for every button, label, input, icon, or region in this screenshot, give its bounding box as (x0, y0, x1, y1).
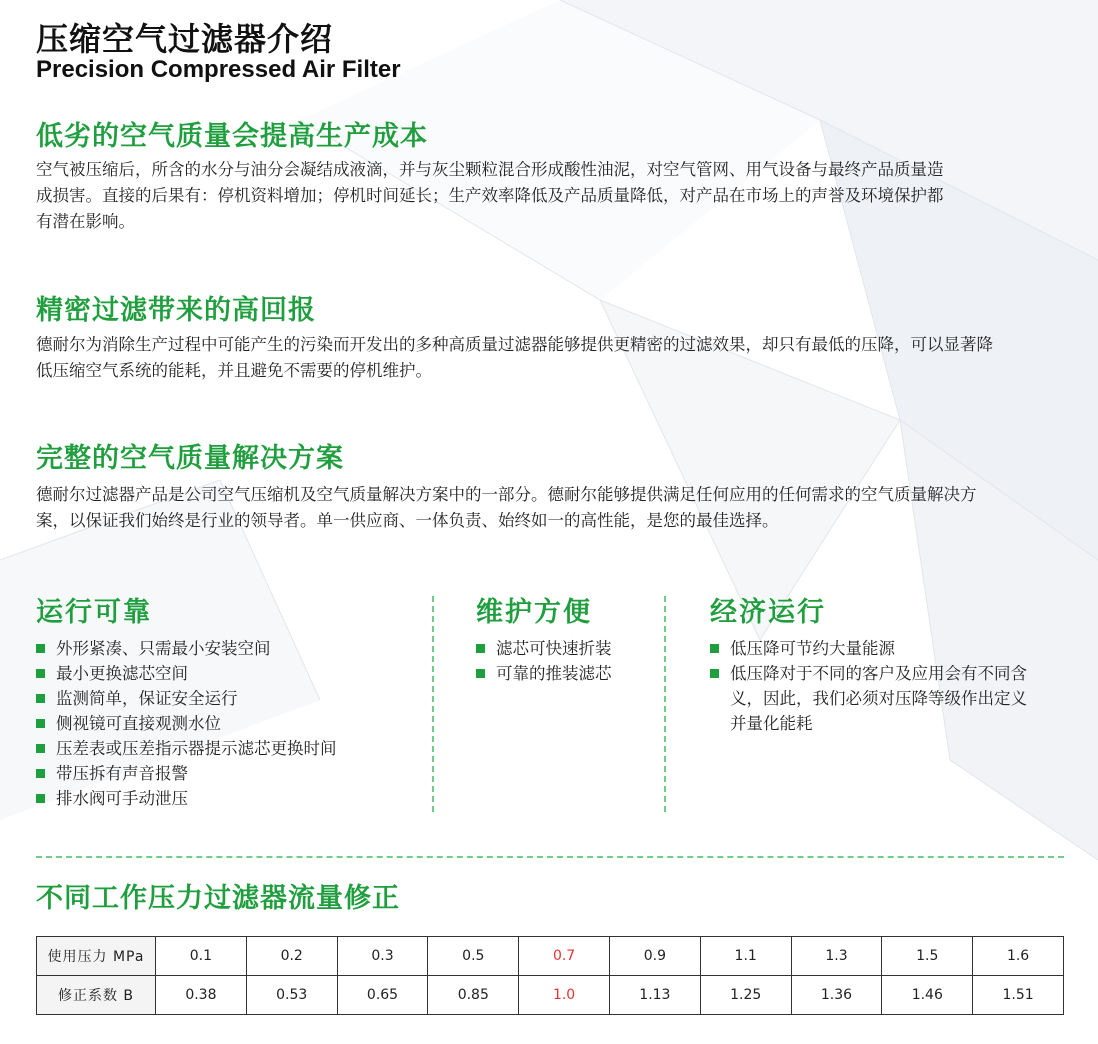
table-row-pressure (37, 937, 1064, 976)
list-item-line: 义，因此，我们必须对压降等级作出定义 (730, 689, 1027, 708)
table-row-factor (37, 976, 1064, 1015)
list-item: 侧视镜可直接观测水位 (36, 711, 416, 736)
section-body-complete-solution (36, 482, 1068, 534)
factor-cell: 1.46 (882, 976, 973, 1015)
column-divider (432, 596, 434, 812)
feature-heading-economical: 经济运行 (710, 597, 826, 628)
page-subtitle: Precision Compressed Air Filter (36, 56, 401, 83)
section-body-air-quality-cost (36, 157, 1068, 235)
text-line: 成损害。直接的后果有：停机资料增加；停机时间延长；生产效率降低及产品质量降低，对产品在市场上的声誉及环境保护都 (36, 186, 944, 205)
feature-list-economical (710, 636, 1070, 736)
bullet-square-icon (476, 644, 485, 653)
row-label-factor: 修正系数 B (37, 976, 156, 1015)
pressure-cell: 1.1 (700, 937, 791, 976)
text-line: 有潜在影响。 (36, 212, 135, 231)
list-item: 可靠的推装滤芯 (476, 661, 656, 686)
pressure-cell: 1.5 (882, 937, 973, 976)
factor-cell: 0.38 (156, 976, 247, 1015)
text-line: 德耐尔为消除生产过程中可能产生的污染而开发出的多种高质量过滤器能够提供更精密的过滤效果，却只有最低的压降，可以显著降 (36, 335, 993, 354)
feature-heading-reliable: 运行可靠 (36, 597, 152, 628)
pressure-cell: 0.3 (337, 937, 428, 976)
list-item (710, 661, 1070, 736)
section-heading-complete-solution: 完整的空气质量解决方案 (36, 443, 344, 474)
bullet-square-icon (36, 644, 45, 653)
factor-cell: 0.53 (246, 976, 337, 1015)
bullet-square-icon (710, 644, 719, 653)
factor-cell: 0.65 (337, 976, 428, 1015)
text-line: 空气被压缩后，所含的水分与油分会凝结成液滴，并与灰尘颗粒混合形成酸性油泥，对空气管网、用气设备与最终产品质量造 (36, 160, 944, 179)
text-line: 德耐尔过滤器产品是公司空气压缩机及空气质量解决方案中的一部分。德耐尔能够提供满足任何应用的任何需求的空气质量解决方 (36, 485, 977, 504)
list-item: 排水阀可手动泄压 (36, 786, 416, 811)
pressure-cell: 0.9 (609, 937, 700, 976)
section-heading-flow-correction: 不同工作压力过滤器流量修正 (36, 883, 400, 914)
factor-cell: 1.51 (973, 976, 1064, 1015)
row-label-pressure: 使用压力 MPa (37, 937, 156, 976)
list-item: 带压拆有声音报警 (36, 761, 416, 786)
factor-cell: 1.25 (700, 976, 791, 1015)
list-item: 监测简单，保证安全运行 (36, 686, 416, 711)
feature-list-easy-maintenance (476, 636, 656, 686)
list-item: 最小更换滤芯空间 (36, 661, 416, 686)
list-item: 滤芯可快速折装 (476, 636, 656, 661)
bullet-square-icon (36, 769, 45, 778)
pressure-cell-highlighted: 0.7 (519, 937, 610, 976)
pressure-cell: 0.2 (246, 937, 337, 976)
factor-cell: 0.85 (428, 976, 519, 1015)
page-title: 压缩空气过滤器介绍 (36, 20, 334, 58)
bullet-square-icon (710, 669, 719, 678)
section-body-precision-filtering (36, 332, 1068, 384)
bullet-square-icon (36, 719, 45, 728)
text-line: 低压缩空气系统的能耗，并且避免不需要的停机维护。 (36, 361, 432, 380)
bullet-square-icon (36, 694, 45, 703)
list-item: 压差表或压差指示器提示滤芯更换时间 (36, 736, 416, 761)
pressure-cell: 0.1 (156, 937, 247, 976)
list-item: 低压降可节约大量能源 (710, 636, 1070, 661)
factor-cell: 1.13 (609, 976, 700, 1015)
bullet-square-icon (36, 744, 45, 753)
section-heading-air-quality-cost: 低劣的空气质量会提高生产成本 (36, 121, 428, 152)
column-divider (664, 596, 666, 812)
factor-cell-highlighted: 1.0 (519, 976, 610, 1015)
list-item-line: 并量化能耗 (730, 714, 813, 733)
feature-list-reliable (36, 636, 416, 811)
correction-table (36, 936, 1064, 1015)
factor-cell: 1.36 (791, 976, 882, 1015)
bullet-square-icon (36, 794, 45, 803)
list-item: 外形紧凑、只需最小安装空间 (36, 636, 416, 661)
pressure-cell: 1.6 (973, 937, 1064, 976)
bullet-square-icon (36, 669, 45, 678)
text-line: 案，以保证我们始终是行业的领导者。单一供应商、一体负责、始终如一的高性能，是您的最佳选择。 (36, 511, 779, 530)
section-divider (36, 856, 1064, 858)
bullet-square-icon (476, 669, 485, 678)
feature-heading-easy-maintenance: 维护方便 (476, 597, 592, 628)
pressure-cell: 1.3 (791, 937, 882, 976)
section-heading-precision-filtering: 精密过滤带来的高回报 (36, 295, 316, 326)
list-item-line: 低压降对于不同的客户及应用会有不同含 (730, 664, 1027, 683)
pressure-cell: 0.5 (428, 937, 519, 976)
